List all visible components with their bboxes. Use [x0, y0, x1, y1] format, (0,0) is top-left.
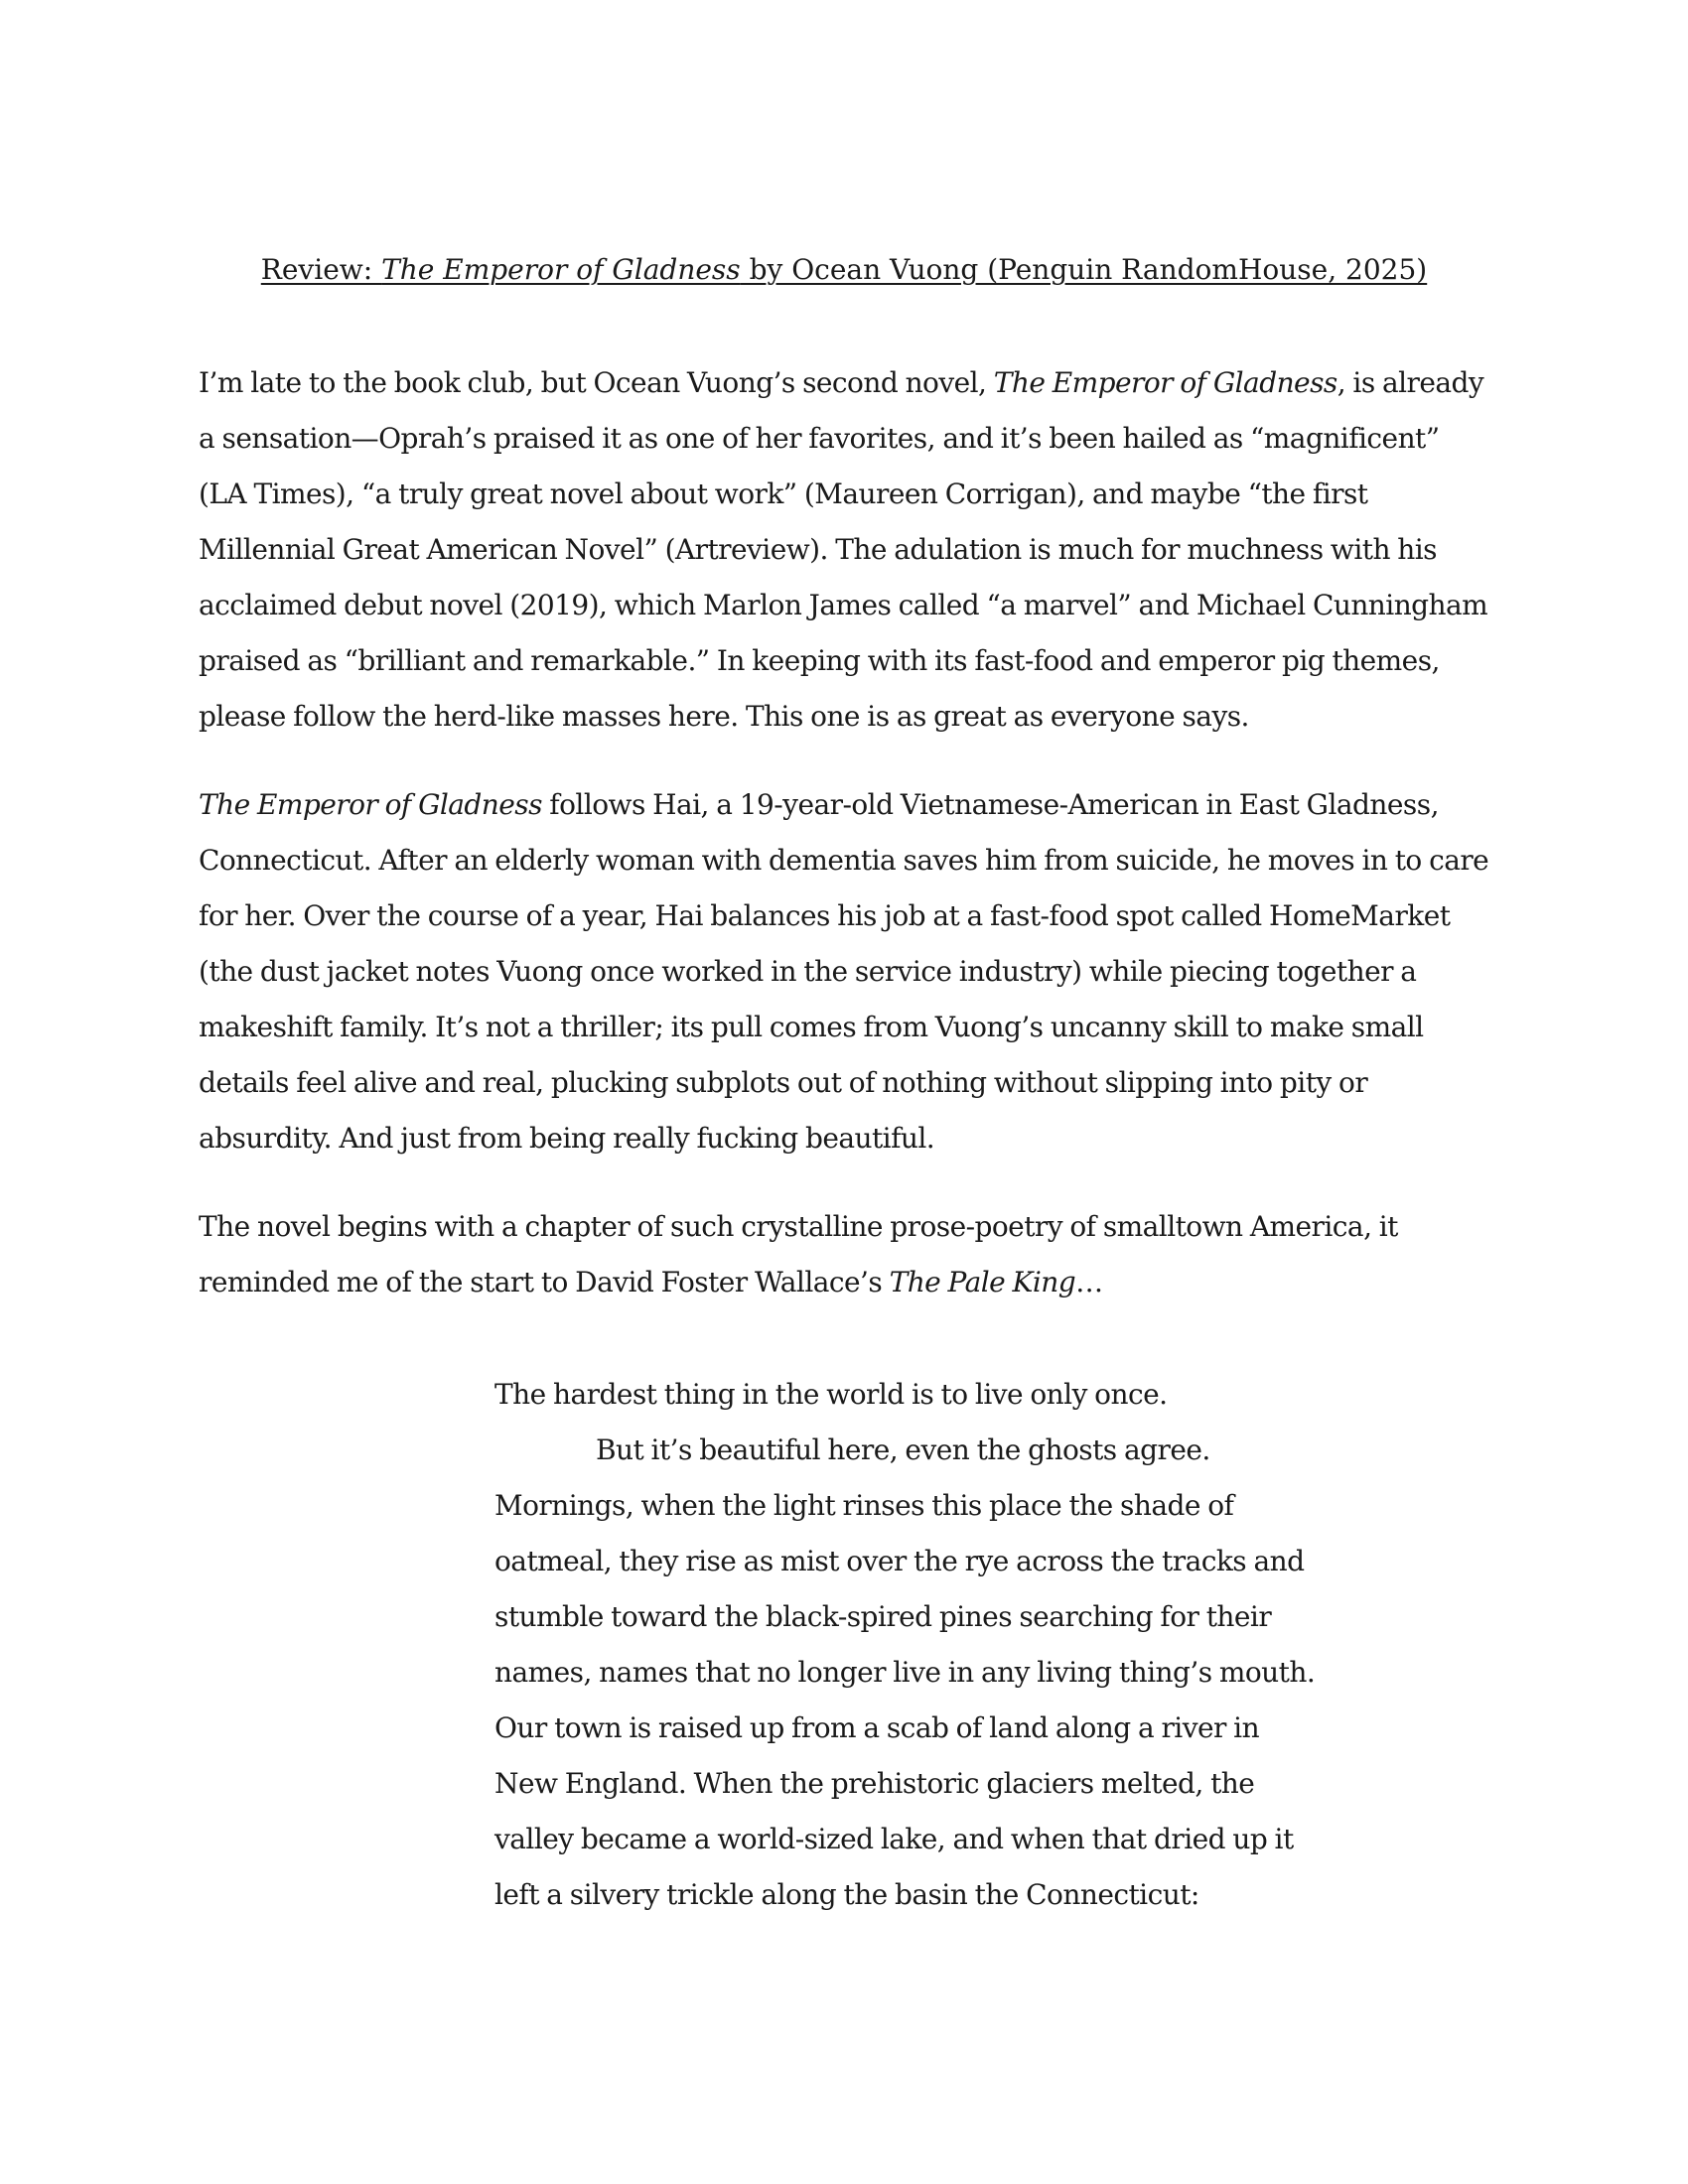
quote-line: valley became a world-sized lake, and when that dried up it	[494, 1823, 1294, 1855]
quote-line: stumble toward the black-spired pines searching for their	[494, 1600, 1272, 1633]
title-suffix: by Ocean Vuong (Penguin RandomHouse, 2025)	[740, 253, 1428, 286]
quote-line: left a silvery trickle along the basin the Connecticut:	[494, 1878, 1199, 1911]
paragraph-opening-text-a: The novel begins with a chapter of such crystalline prose-poetry of smalltown America, it reminded me of the start to David Foster Wallace’s	[199, 1210, 1398, 1298]
review-title	[0, 252, 1688, 288]
paragraph-opening-text-c: …	[1075, 1266, 1103, 1298]
paragraph-summary	[199, 777, 1489, 1166]
paragraph-intro-text-a: I’m late to the book club, but Ocean Vuong’s second novel,	[199, 366, 994, 399]
quote-line: The hardest thing in the world is to live only once.	[494, 1378, 1168, 1411]
paragraph-intro	[199, 355, 1489, 745]
block-quote	[494, 1367, 1316, 1923]
paragraph-opening-book-title: The Pale King	[889, 1266, 1076, 1298]
quote-line: But it’s beautiful here, even the ghosts agree.	[596, 1433, 1210, 1466]
quote-line: oatmeal, they rise as mist over the rye across the tracks and	[494, 1545, 1305, 1577]
quote-line: Our town is raised up from a scab of land along a river in	[494, 1711, 1260, 1744]
title-book: The Emperor of Gladness	[381, 253, 741, 286]
quote-line: names, names that no longer live in any living thing’s mouth.	[494, 1656, 1316, 1689]
paragraph-intro-book-title: The Emperor of Gladness	[993, 366, 1337, 399]
paragraph-summary-text: follows Hai, a 19-year-old Vietnamese-American in East Gladness, Connecticut. After an elderly woman with dementia saves him from suicide, he moves in to care for her. Over the course of a year, Hai balances his job at a fast-food spot called HomeMarket (the dust jacket notes Vuong once worked in the service industry) while piecing together a makeshift family. It’s not a thriller; its pull comes from Vuong’s uncanny skill to make small details feel alive and real, plucking subplots out of nothing without slipping into pity or absurdity. And just from being really fucking beautiful.	[199, 788, 1489, 1155]
paragraph-opening	[199, 1199, 1489, 1310]
title-prefix: Review:	[260, 253, 382, 286]
paragraph-intro-text-c: , is already a sensation—Oprah’s praised it as one of her favorites, and it’s been hailed as “magnificent” (LA Times), “a truly great novel about work” (Maureen Corrigan), and maybe “the first Millennial Great American Novel” (Artreview). The adulation is much for muchness with his acclaimed debut novel (2019), which Marlon James called “a marvel” and Michael Cunningham praised as “brilliant and remarkable.” In keeping with its fast-food and emperor pig themes, please follow the herd-like masses here. This one is as great as everyone says.	[199, 366, 1488, 733]
quote-line: New England. When the prehistoric glaciers melted, the	[494, 1767, 1255, 1800]
quote-line: Mornings, when the light rinses this place the shade of	[494, 1489, 1234, 1522]
paragraph-summary-book-title: The Emperor of Gladness	[199, 788, 542, 821]
